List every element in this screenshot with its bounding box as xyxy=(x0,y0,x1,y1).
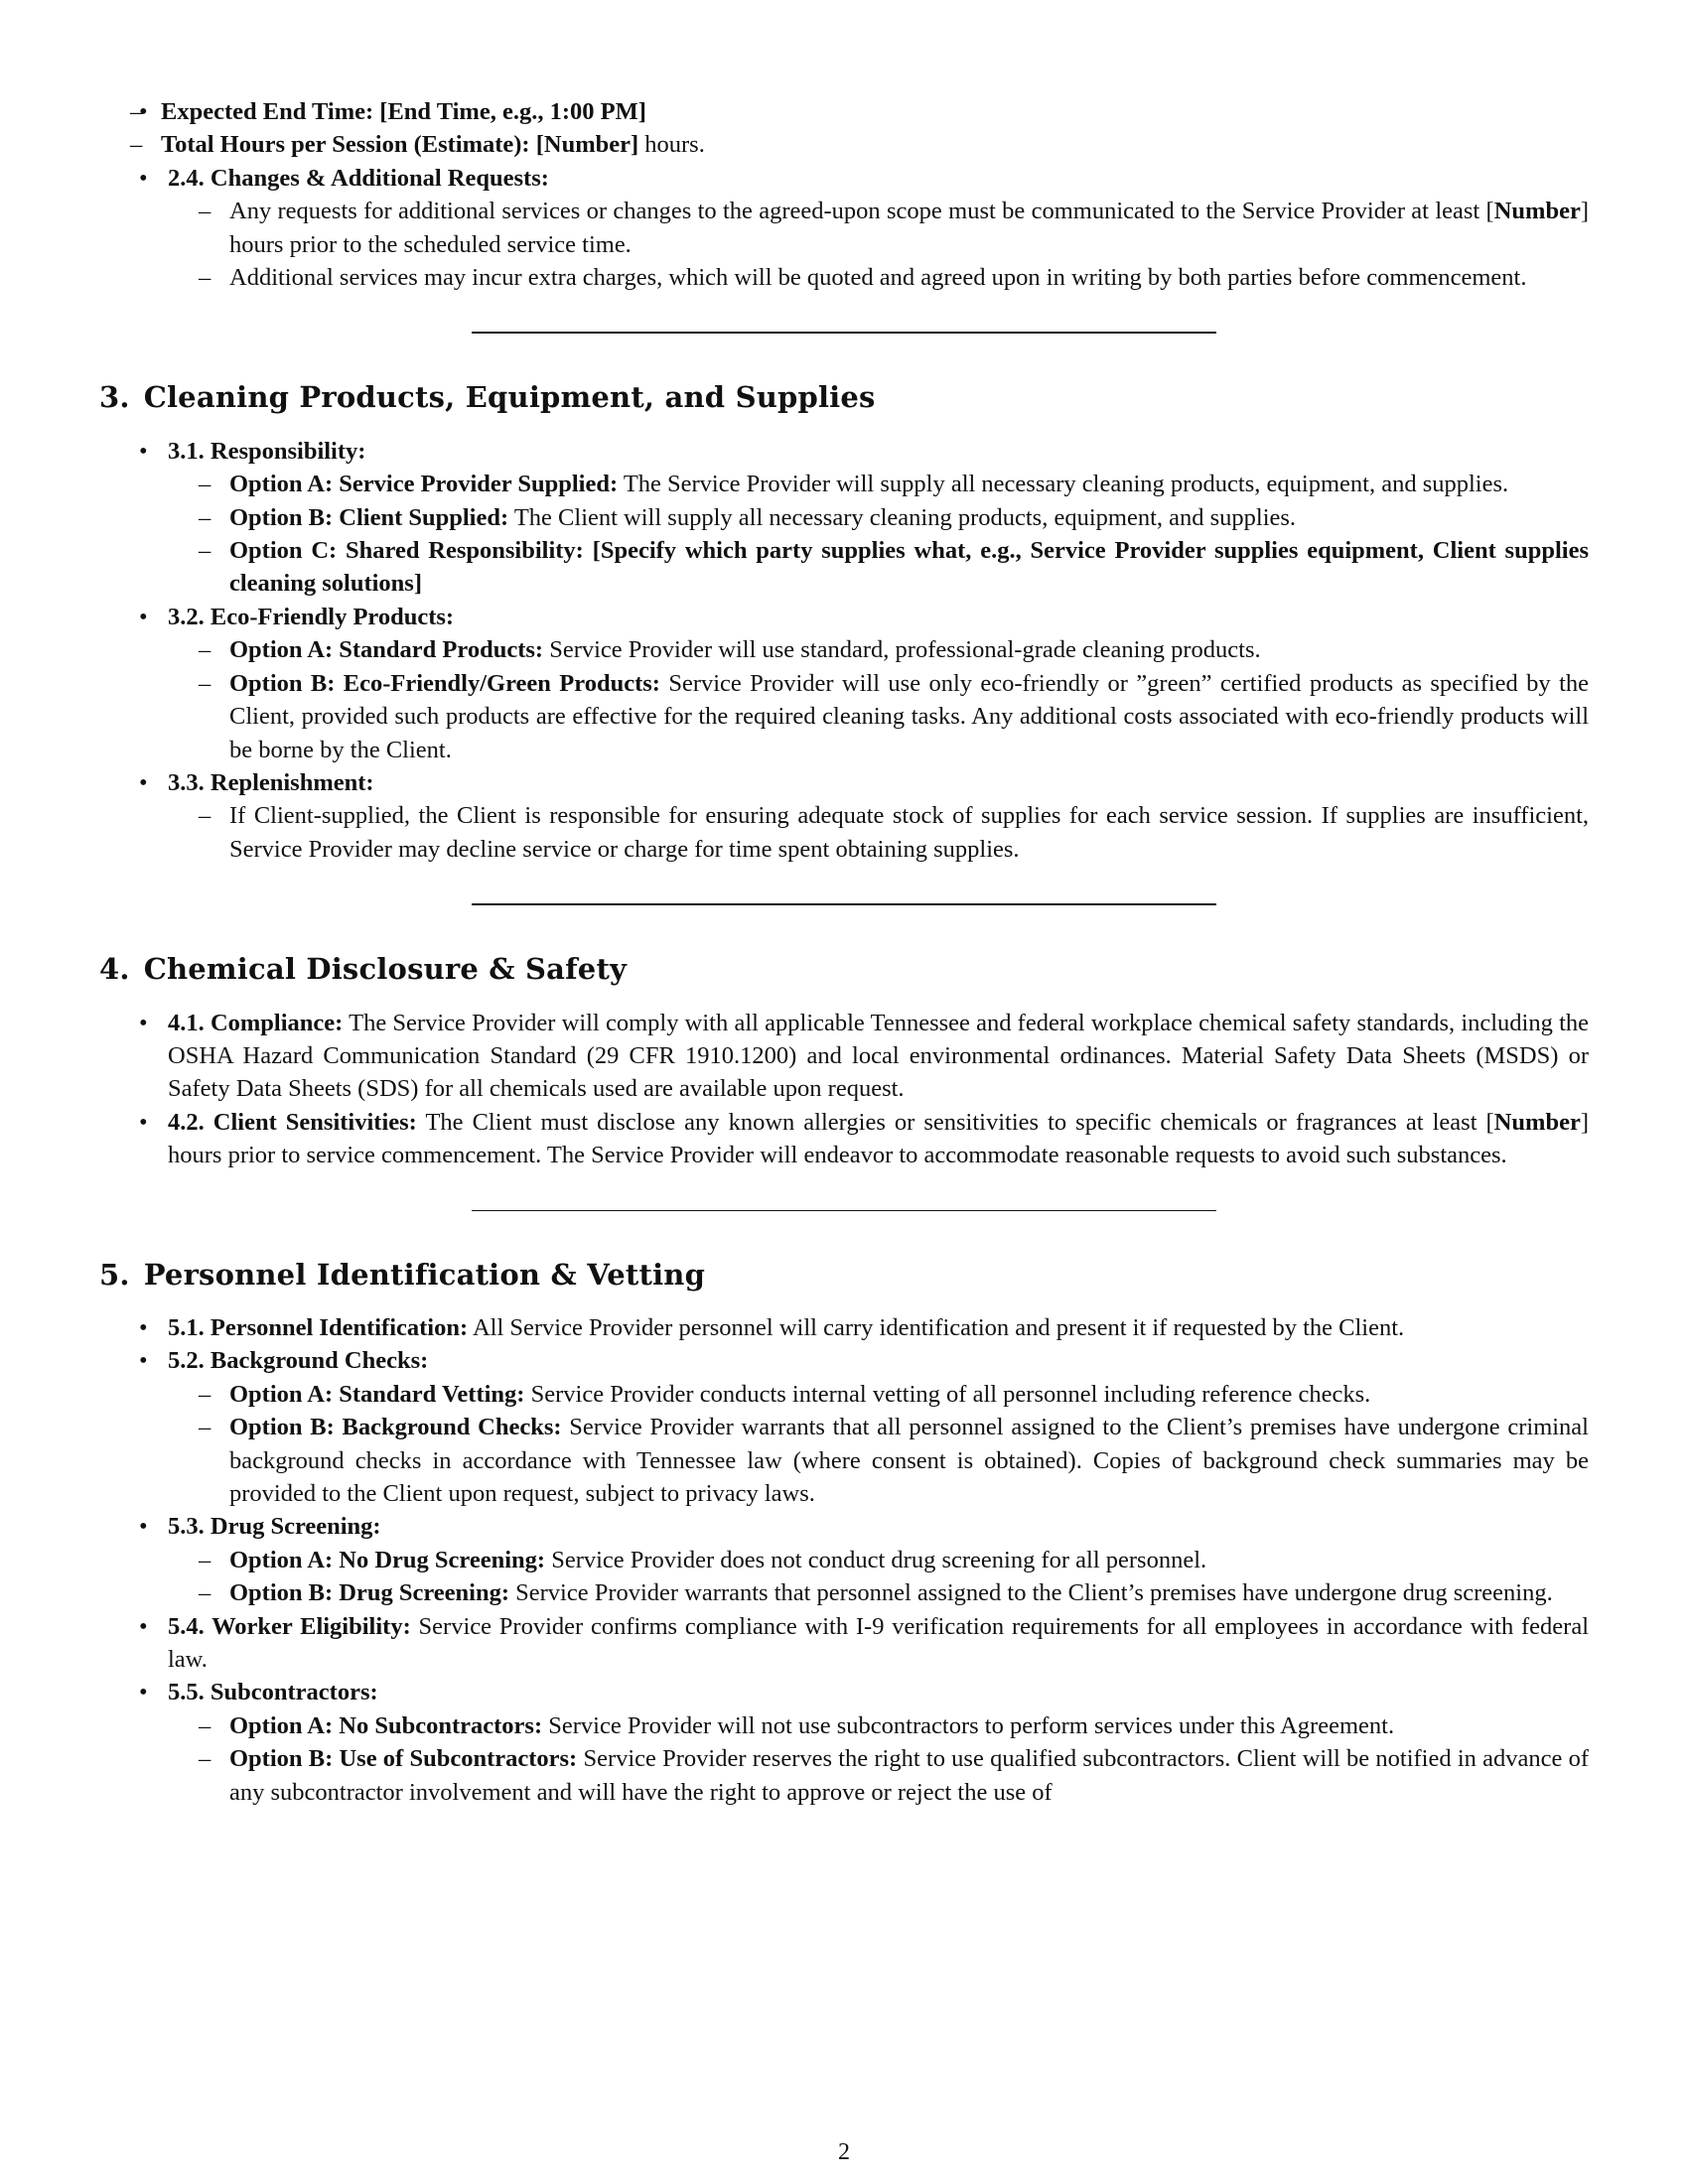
list-item-5-3-a xyxy=(168,1544,1589,1576)
clause-5-1-text: All Service Provider personnel will carry identification and present it if requested by the Client. xyxy=(472,1313,1405,1341)
list-item-5-3 xyxy=(99,1510,1589,1609)
option-c-label: Option C: Shared Responsibility: xyxy=(229,537,584,565)
option-b-text: Service Provider warrants that personnel assigned to the Client’s premises have undergone drug screening. xyxy=(515,1579,1553,1607)
section-2-continuation xyxy=(99,95,1589,294)
list-item-3-2 xyxy=(99,601,1589,766)
option-a-text: The Service Provider will supply all necessary cleaning products, equipment, and supplies. xyxy=(623,471,1509,498)
clause-4-1-text: The Service Provider will comply with all applicable Tennessee and federal workplace chemical safety standards, including the OSHA Hazard Communication Standard (29 CFR 1910.1200) and local environmental ordinances. Material Safety Data Sheets (MSDS) or Safety Data Sheets (SDS) for all chemicals used are available upon request. xyxy=(168,1009,1590,1103)
option-b-label: Option B: Client Supplied: xyxy=(229,503,509,531)
list-item-5-5 xyxy=(99,1676,1589,1809)
clause-4-2-label: 4.2. Client Sensitivities: xyxy=(168,1108,417,1136)
total-hours-suffix: hours. xyxy=(638,131,705,159)
option-b-text: Service Provider will use only eco-friendly or ”green” certified products as specified by the Client, provided such products are effective for the required cleaning tasks. Any additional costs associated with eco-friendly products will be borne by the Client. xyxy=(229,669,1589,763)
list-item-3-1-b xyxy=(168,501,1589,534)
clause-4-1-label: 4.1. Compliance: xyxy=(168,1009,344,1036)
clause-3-2-label: 3.2. Eco-Friendly Products: xyxy=(168,603,455,630)
clause-4-2-text-a: The Client must disclose any known allergies or sensitivities to specific chemicals or fragrances at least [ xyxy=(425,1108,1494,1136)
section-4-list xyxy=(99,1007,1589,1172)
option-a-text: Service Provider will use standard, professional-grade cleaning products. xyxy=(549,636,1261,664)
clause-2-4-text-b: ] hours prior to the scheduled service time. xyxy=(229,198,1589,258)
list-item-end-time xyxy=(99,95,1589,128)
clause-5-5-label: 5.5. Subcontractors: xyxy=(168,1679,378,1706)
option-c-text: [Specify which party supplies what, e.g., Service Provider supplies equipment, Client supplies cleaning solutions] xyxy=(229,537,1589,598)
clause-5-4-label: 5.4. Worker Eligibility: xyxy=(168,1612,411,1640)
list-item-3-1 xyxy=(99,435,1589,601)
list-item-5-3-b xyxy=(168,1576,1589,1609)
list-item-5-2-a xyxy=(168,1378,1589,1411)
clause-3-3-text: If Client-supplied, the Client is responsible for ensuring adequate stock of supplies for each service session. If supplies are insufficient, Service Provider may decline service or charge for time spent obtaining supplies. xyxy=(229,802,1589,863)
list-item-5-4 xyxy=(99,1610,1589,1677)
list-item-total-hours xyxy=(99,128,1589,161)
section-3-list xyxy=(99,435,1589,866)
clause-5-2-label: 5.2. Background Checks: xyxy=(168,1347,429,1375)
option-a-label: Option A: Standard Vetting: xyxy=(229,1380,525,1408)
option-a-text: Service Provider does not conduct drug screening for all personnel. xyxy=(551,1546,1207,1573)
list-item-3-2-a xyxy=(168,633,1589,666)
list-item-3-1-c xyxy=(168,534,1589,601)
clause-4-2-number: Number xyxy=(1493,1108,1581,1136)
list-item-5-1 xyxy=(99,1311,1589,1344)
section-3-title: Cleaning Products, Equipment, and Supplies xyxy=(143,380,876,415)
list-item-5-5-b xyxy=(168,1742,1589,1809)
section-5-list xyxy=(99,1311,1589,1809)
clause-2-4-number: Number xyxy=(1493,198,1581,225)
section-3-number: 3. xyxy=(99,380,130,415)
clause-2-4-label: 2.4. Changes & Additional Requests: xyxy=(168,164,549,192)
clause-5-1-label: 5.1. Personnel Identification: xyxy=(168,1313,469,1341)
list-item-4-2 xyxy=(99,1106,1589,1172)
list-item-5-5-a xyxy=(168,1709,1589,1742)
list-item-3-2-b xyxy=(168,667,1589,766)
option-b-label: Option B: Drug Screening: xyxy=(229,1579,509,1607)
option-b-label: Option B: Use of Subcontractors: xyxy=(229,1745,578,1773)
end-time-label: Expected End Time: [End Time, e.g., 1:00 PM] xyxy=(161,98,646,125)
section-3-heading xyxy=(99,381,1589,414)
list-item-5-2-b xyxy=(168,1411,1589,1510)
list-item-2-4 xyxy=(99,162,1589,295)
section-5-heading xyxy=(99,1259,1589,1292)
option-a-text: Service Provider will not use subcontractors to perform services under this Agreement. xyxy=(548,1711,1395,1739)
section-4-number: 4. xyxy=(99,952,130,987)
option-a-label: Option A: No Subcontractors: xyxy=(229,1711,543,1739)
option-b-text: The Client will supply all necessary cleaning products, equipment, and supplies. xyxy=(513,503,1297,531)
total-hours-label: Total Hours per Session (Estimate): [Number] xyxy=(161,131,639,159)
page-number: 2 xyxy=(838,2139,850,2165)
section-4-heading xyxy=(99,953,1589,986)
clause-5-4-text: Service Provider confirms compliance with I-9 verification requirements for all employees in accordance with federal law. xyxy=(168,1612,1590,1674)
option-b-text: Service Provider reserves the right to use qualified subcontractors. Client will be notified in advance of any subcontractor involvement and will have the right to approve or reject the use of xyxy=(229,1745,1590,1806)
section-5-number: 5. xyxy=(99,1257,130,1292)
option-b-label: Option B: Eco-Friendly/Green Products: xyxy=(229,669,660,697)
list-item-5-2 xyxy=(99,1344,1589,1510)
option-a-label: Option A: Service Provider Supplied: xyxy=(229,471,619,498)
list-item-3-3-a xyxy=(168,799,1589,866)
list-item-continuation xyxy=(99,95,1589,162)
list-item-4-1 xyxy=(99,1007,1589,1106)
clause-4-2-text-b: ] hours prior to service commencement. The Service Provider will endeavor to accommodate reasonable requests to avoid such substances. xyxy=(168,1108,1589,1169)
clause-3-1-label: 3.1. Responsibility: xyxy=(168,437,366,465)
section-divider xyxy=(472,903,1216,905)
option-b-text: Service Provider warrants that all personnel assigned to the Client’s premises have undergone criminal background checks in accordance with Tennessee law (where consent is obtained). Copies of background check summaries may be provided to the Client upon request, subject to privacy laws. xyxy=(229,1414,1589,1507)
list-item-3-3 xyxy=(99,766,1589,866)
section-divider xyxy=(472,1210,1216,1211)
option-a-label: Option A: Standard Products: xyxy=(229,636,544,664)
list-item-2-4-b xyxy=(168,261,1589,294)
clause-2-4-text-c: Additional services may incur extra charges, which will be quoted and agreed upon in writing by both parties before commencement. xyxy=(229,264,1527,292)
clause-3-3-label: 3.3. Replenishment: xyxy=(168,768,374,796)
section-divider xyxy=(472,332,1216,334)
document-page xyxy=(99,95,1589,1809)
clause-2-4-text-a: Any requests for additional services or changes to the agreed-upon scope must be communicated to the Service Provider at least [ xyxy=(229,198,1494,225)
option-a-label: Option A: No Drug Screening: xyxy=(229,1546,546,1573)
option-b-label: Option B: Background Checks: xyxy=(229,1414,562,1441)
option-a-text: Service Provider conducts internal vetting of all personnel including reference checks. xyxy=(530,1380,1371,1408)
section-5-title: Personnel Identification & Vetting xyxy=(143,1257,706,1292)
list-item-3-1-a xyxy=(168,468,1589,500)
list-item-2-4-a xyxy=(168,195,1589,261)
section-4-title: Chemical Disclosure & Safety xyxy=(143,952,628,987)
clause-5-3-label: 5.3. Drug Screening: xyxy=(168,1513,381,1541)
